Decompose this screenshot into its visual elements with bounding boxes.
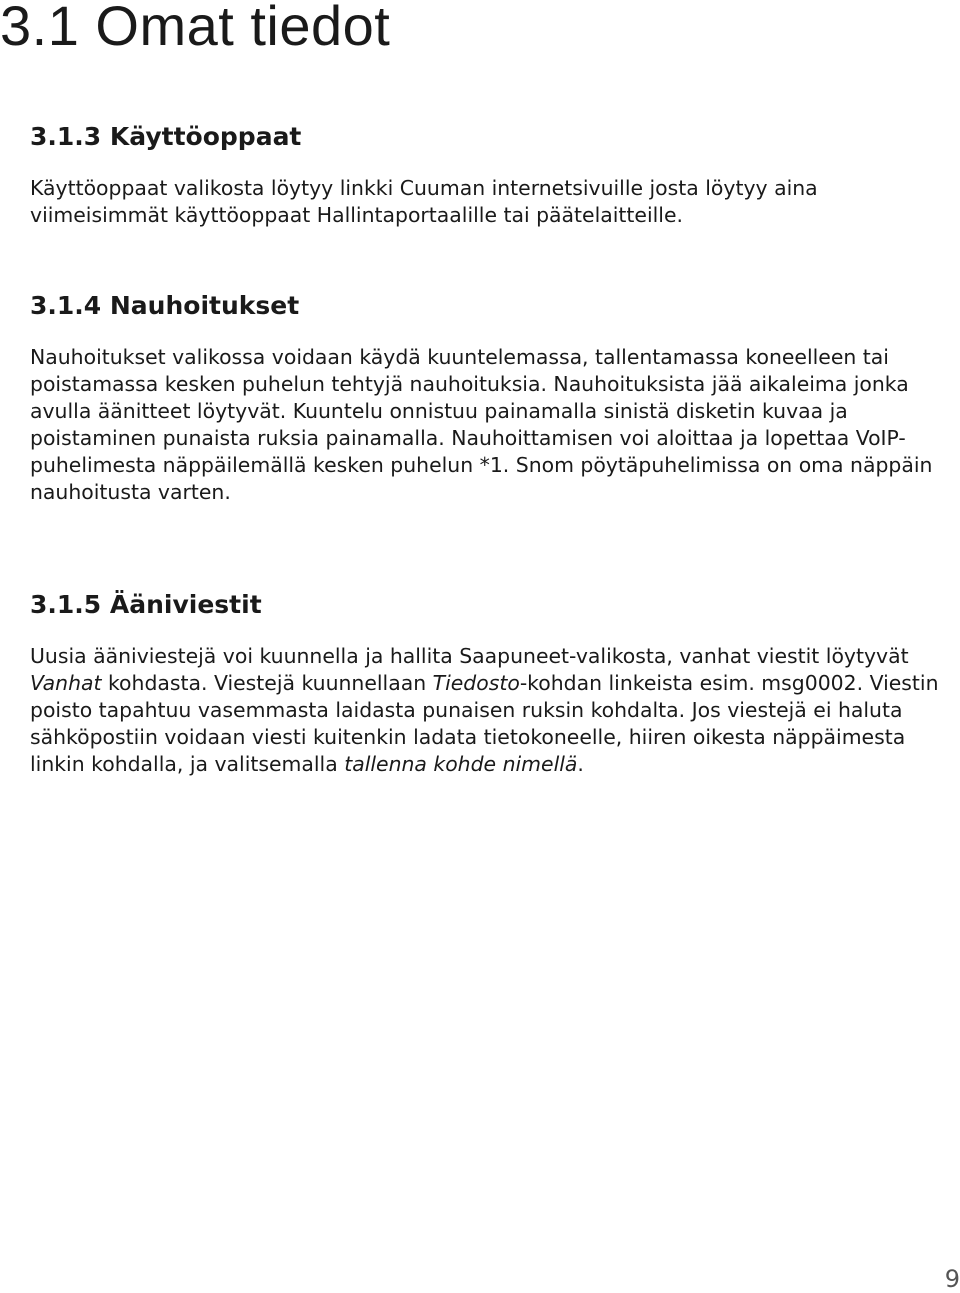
paragraph-text: Nauhoitukset valikossa voidaan käydä kuuntelemassa, tallentamassa koneelleen tai poistamassa kesken puhelun tehtyjä nauhoituksia. Nauhoituksista jää aikaleima jonka avulla äänitteet löytyvät. Kuuntelu onnistuu painamalla sinistä disketin kuvaa ja poistaminen punaista ruksia painamalla. Nauhoittamisen voi aloittaa ja lopettaa VoIP-puhelimesta näppäilemällä kesken puhelun *1. Snom pöytäpuhelimissa on oma näppäin nauhoitusta varten.: [30, 345, 933, 504]
section-heading: 3.1.4 Nauhoitukset: [30, 291, 300, 320]
page-title: 3.1 Omat tiedot: [0, 0, 391, 57]
section-paragraph: [30, 344, 945, 506]
paragraph-text: .: [577, 752, 584, 776]
paragraph-text: kohdasta. Viestejä kuunnellaan: [101, 671, 433, 695]
section-aaniviestit: [30, 589, 945, 778]
section-nauhoitukset: [30, 290, 945, 506]
section-heading: 3.1.3 Käyttöoppaat: [30, 122, 302, 151]
emphasis-tiedosto: Tiedosto: [432, 671, 520, 695]
paragraph-text: Uusia ääniviestejä voi kuunnella ja hallita Saapuneet-valikosta, vanhat viestit löytyvät: [30, 644, 909, 668]
paragraph-text: -kohdan linkeista esim. msg0002. Viestin poisto tapahtuu vasemmasta laidasta punaisen ruksin kohdalta. Jos viestejä ei haluta sähköpostiin voidaan viesti kuitenkin ladata tietokoneelle, hiiren oikesta näppäimesta linkin kohdalla, ja valitsemalla: [30, 671, 939, 776]
emphasis-vanhat: Vanhat: [30, 671, 102, 695]
section-paragraph: [30, 643, 945, 778]
paragraph-text: Käyttöoppaat valikosta löytyy linkki Cuuman internetsivuille josta löytyy aina viimeisimmät käyttöoppaat Hallintaportaalille tai päätelaitteille.: [30, 176, 818, 227]
emphasis-tallenna-kohde-nimella: tallenna kohde nimellä: [344, 752, 578, 776]
section-paragraph: [30, 175, 945, 229]
page-number: 9: [944, 1265, 960, 1293]
section-heading: 3.1.5 Ääniviestit: [30, 590, 262, 619]
section-kayttooppaat: [30, 121, 945, 229]
